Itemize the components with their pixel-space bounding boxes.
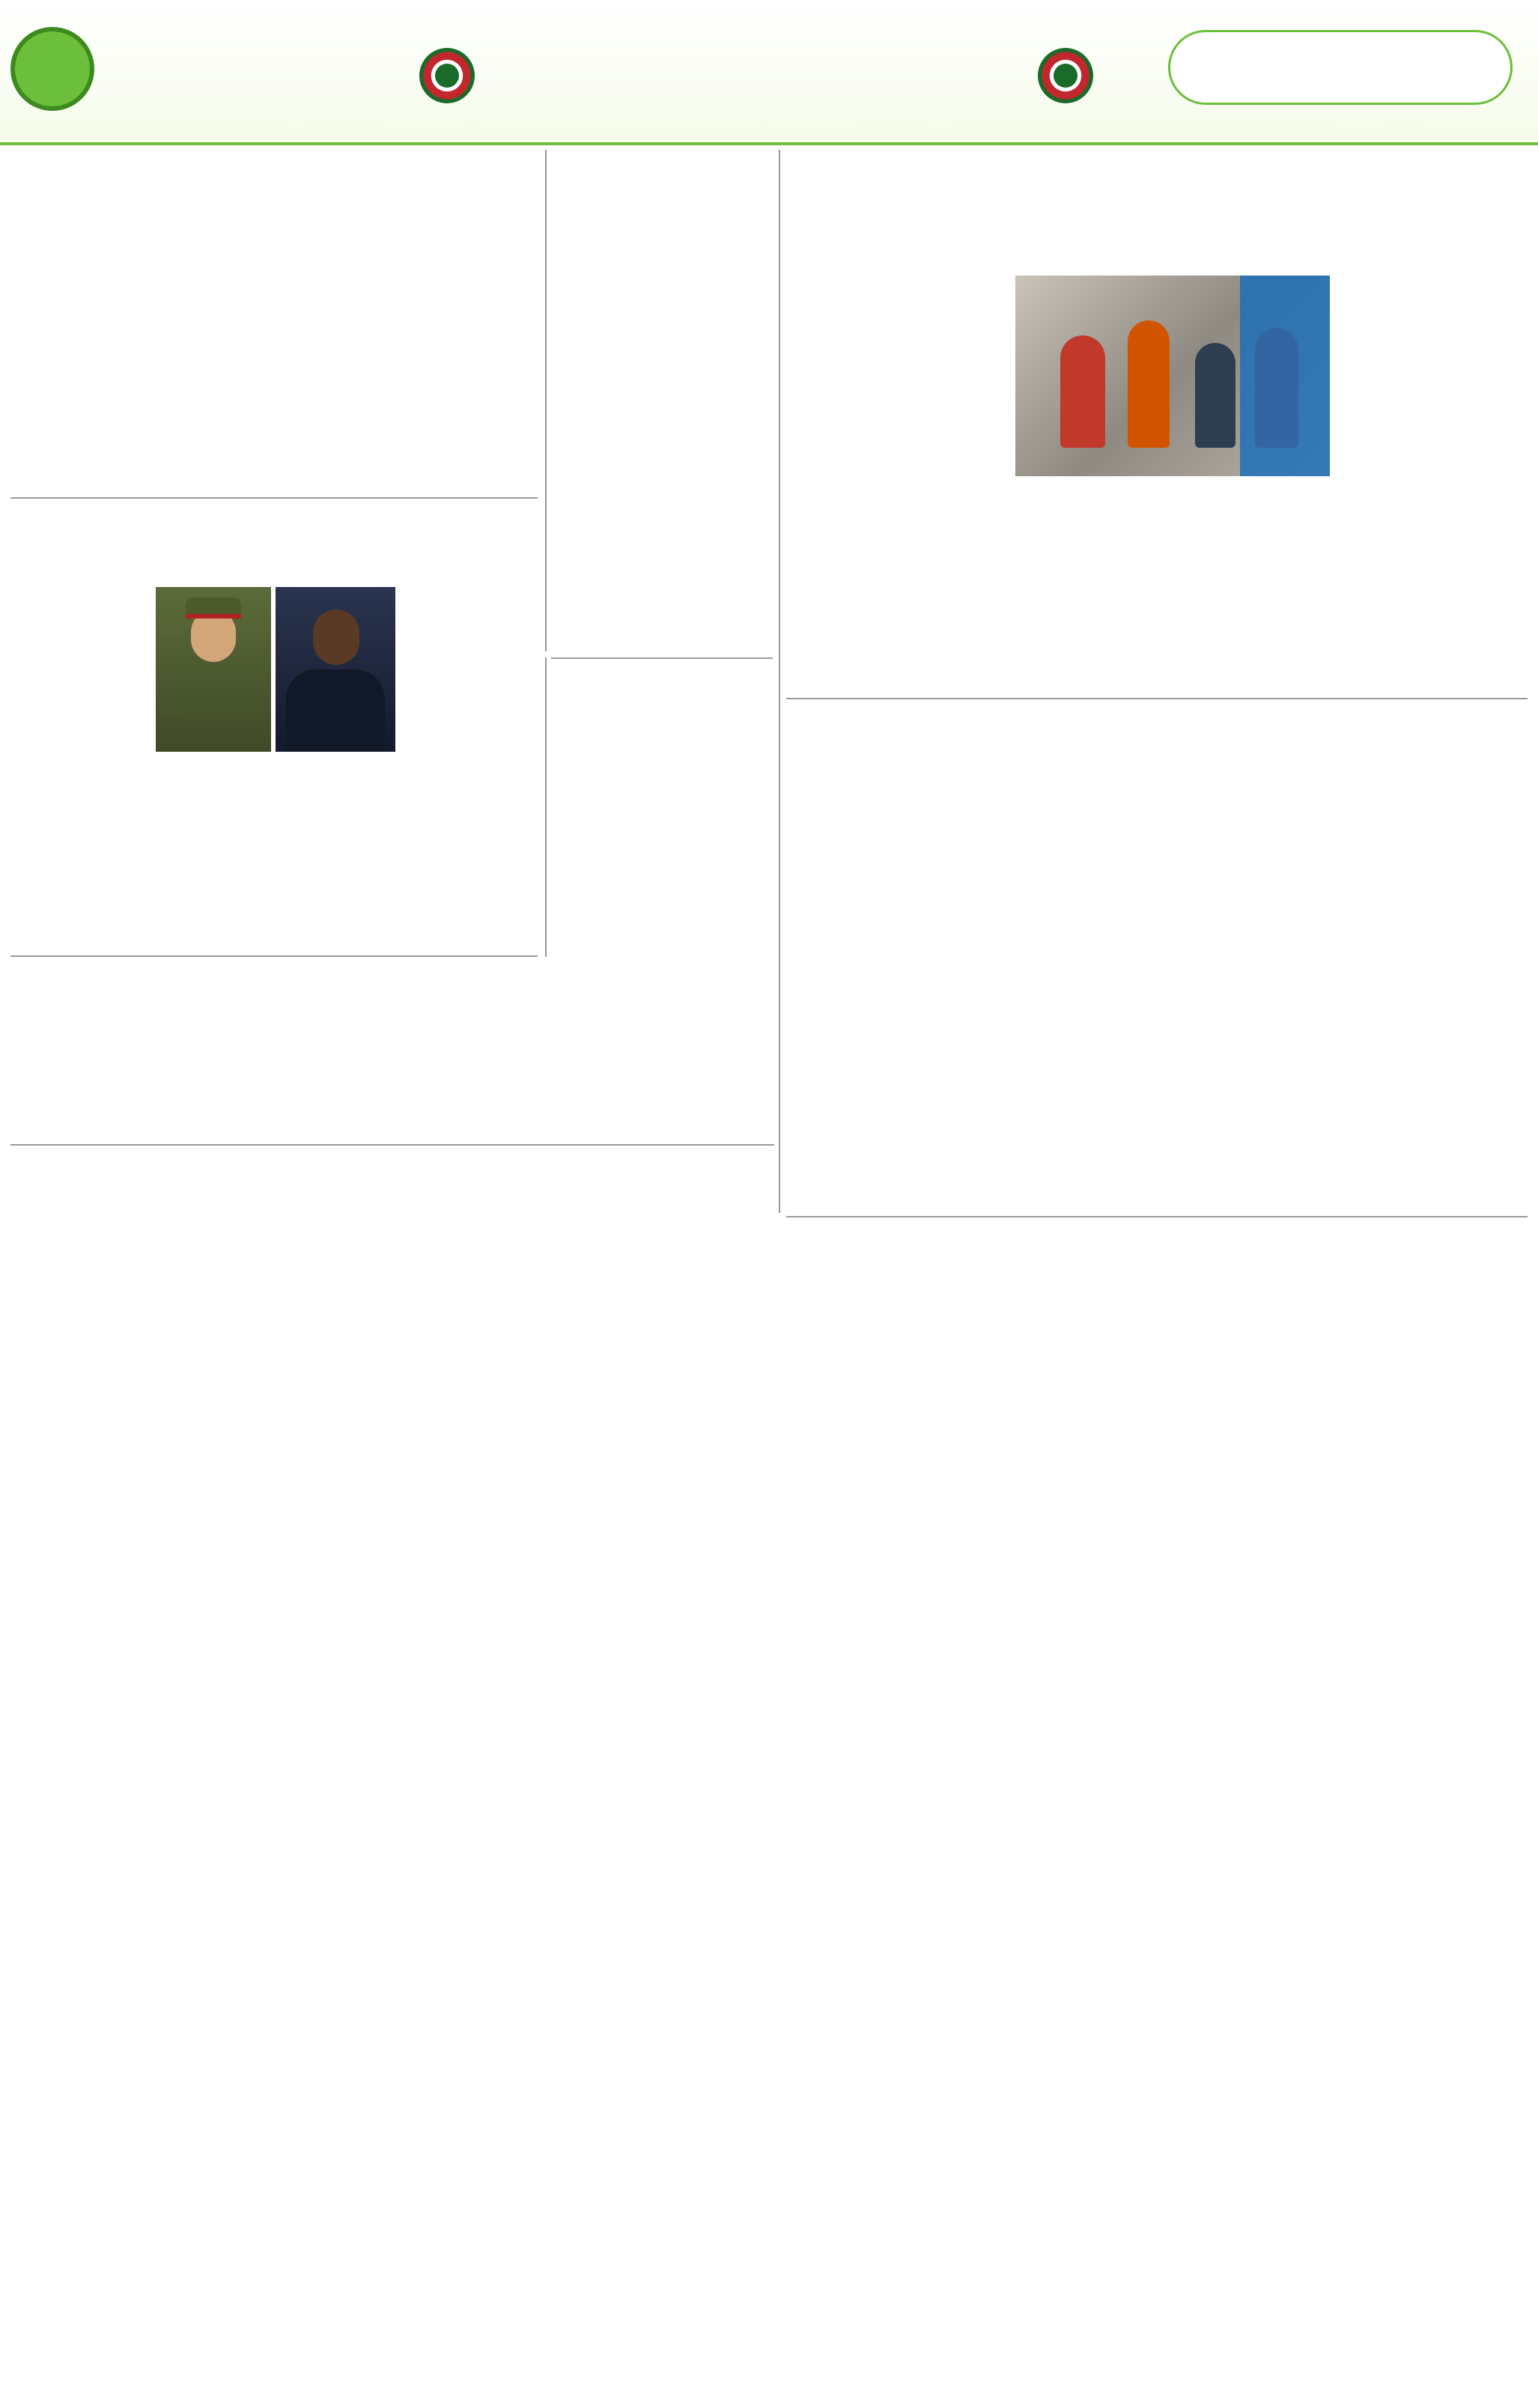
column-divider [545, 657, 547, 957]
masthead [0, 0, 1538, 142]
a2-headline [786, 705, 1528, 750]
a6-headline [10, 157, 538, 202]
a2-subhead [786, 755, 1528, 785]
a6-subhead [10, 208, 538, 238]
a1-subhead [801, 226, 1513, 262]
divider [10, 955, 538, 957]
divider [10, 497, 538, 499]
child-figure [1195, 343, 1235, 448]
a9-headline [1385, 1153, 1528, 1250]
a8-headline [10, 963, 538, 1005]
paper-name-logo [105, 33, 352, 93]
a1-headline [786, 157, 1528, 232]
a1-col2 [786, 271, 1008, 690]
portrait-head [313, 609, 359, 665]
section-title [517, 28, 1011, 76]
date-line [105, 100, 359, 126]
page-title [1168, 30, 1513, 105]
a7-body-bottom [156, 758, 395, 946]
divider [786, 698, 1528, 699]
page-number-badge [10, 27, 94, 111]
divider [551, 657, 773, 659]
a7-headline [10, 535, 538, 578]
masthead-divider [0, 142, 1538, 145]
website[interactable] [517, 79, 1011, 105]
a7-photo-austin [276, 587, 395, 752]
a4-body [551, 729, 773, 903]
unicef-banner [1240, 276, 1330, 476]
a1-col1-cont [1015, 484, 1330, 690]
a3-body [551, 234, 773, 653]
a2-col2 [786, 792, 1153, 1211]
column-divider [779, 150, 780, 1213]
a1-col1 [1340, 271, 1528, 690]
a1-photo-children [1015, 276, 1330, 476]
military-cap-icon [186, 598, 241, 618]
a7-body-right [403, 587, 538, 946]
a7-kicker [10, 505, 538, 533]
emblem-right-icon [1038, 48, 1093, 103]
a2-col1 [1161, 792, 1528, 1211]
suit-shape [286, 669, 385, 752]
a7-photo-bajwa [156, 587, 271, 752]
child-figure [1128, 320, 1170, 448]
a3-headline [551, 157, 773, 229]
a5-body [551, 949, 773, 1137]
a5-headline [551, 909, 773, 946]
column-divider [545, 150, 547, 651]
emblem-left-icon [419, 48, 475, 103]
a7-body-left [10, 587, 148, 946]
a4-headline [551, 665, 773, 725]
child-figure [1060, 335, 1105, 448]
divider [10, 1144, 774, 1146]
a6-body [10, 244, 538, 491]
